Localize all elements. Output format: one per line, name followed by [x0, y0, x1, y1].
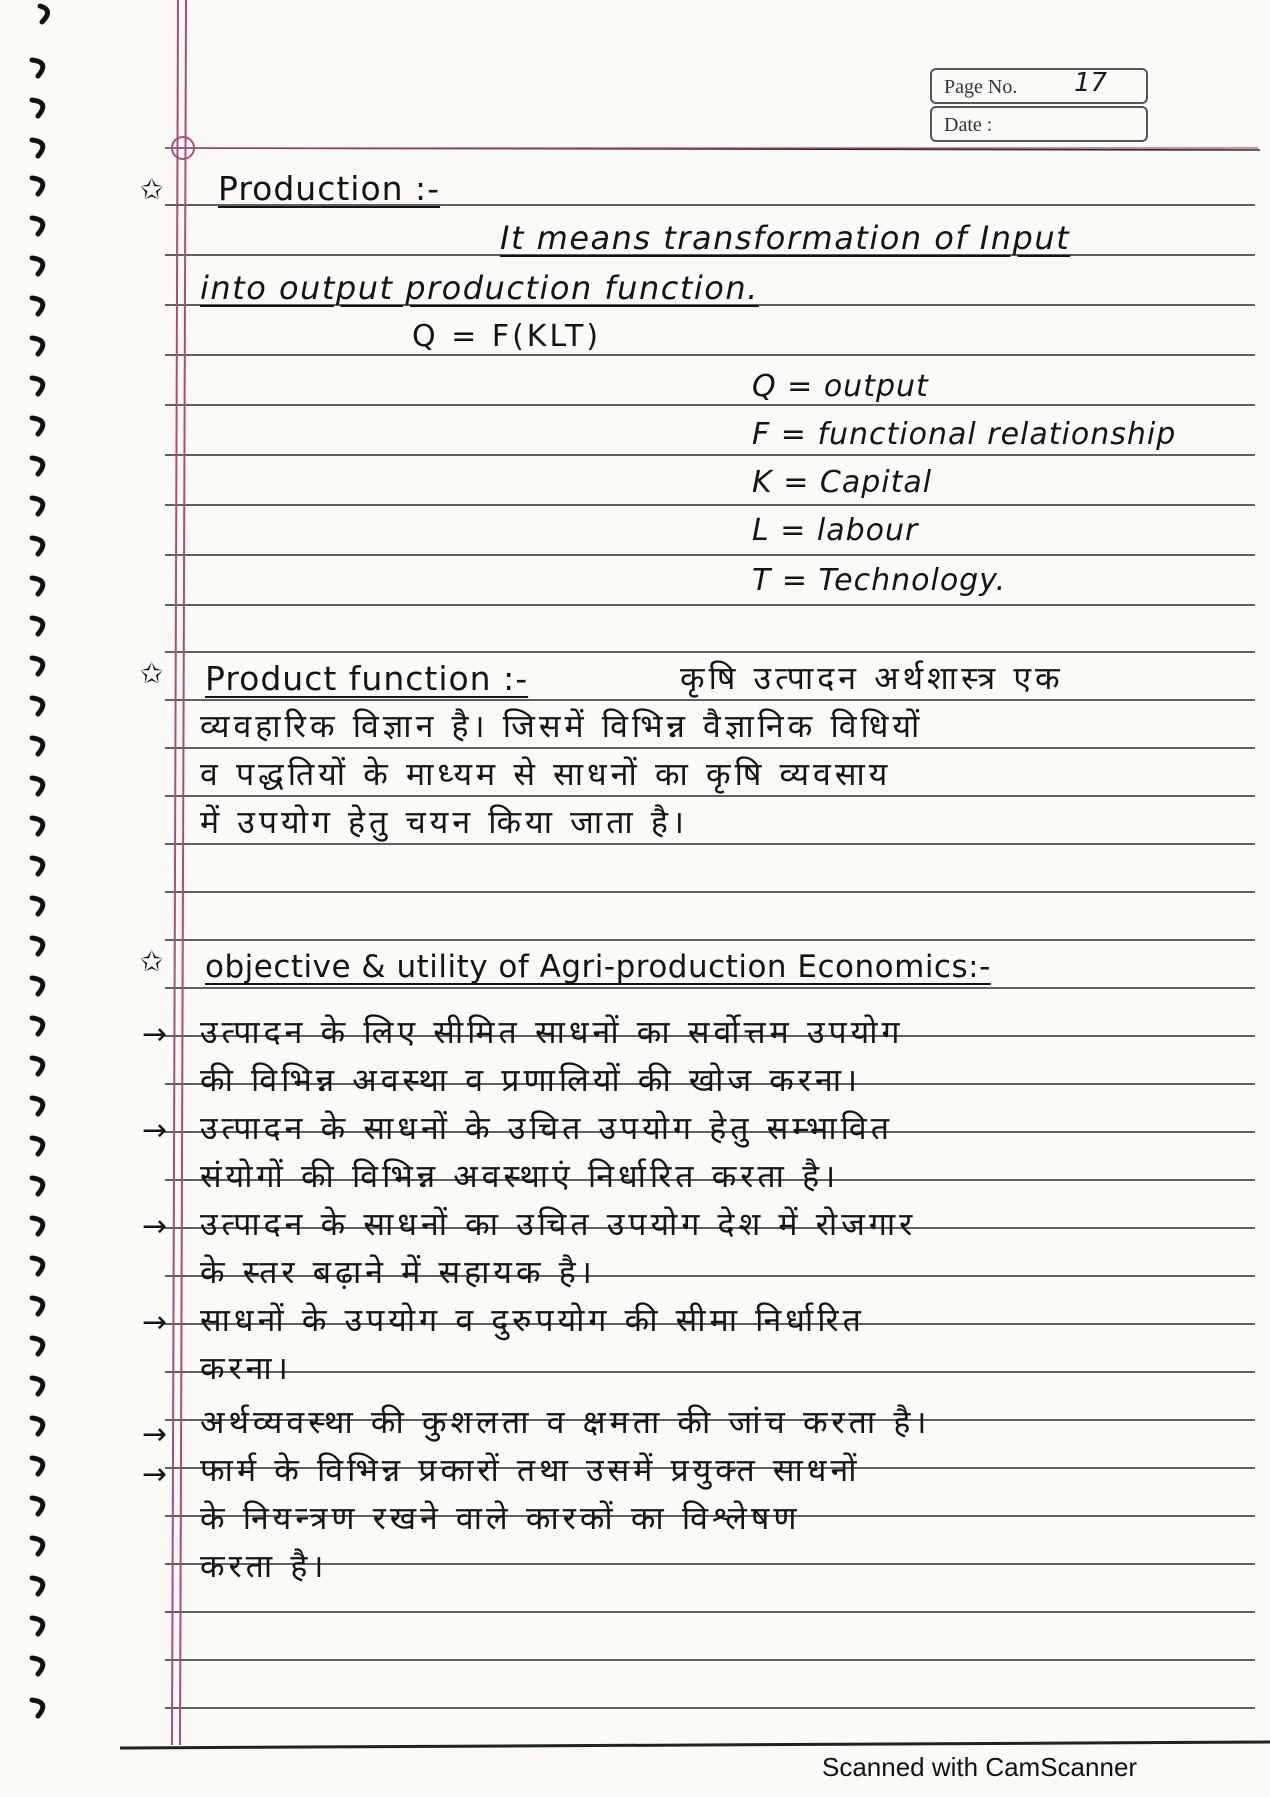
objective-line: अर्थव्यवस्था की कुशलता व क्षमता की जांच करता है। — [200, 1403, 931, 1441]
spiral-ring — [32, 1258, 43, 1274]
objective-line: उत्पादन के साधनों के उचित उपयोग हेतु सम्भावित — [200, 1109, 893, 1147]
page-bottom-edge — [120, 1742, 1270, 1748]
margin-line — [180, 0, 186, 1745]
spiral-ring — [32, 1458, 43, 1474]
legend-item: Q = output — [752, 369, 929, 404]
spiral-ring — [32, 338, 43, 354]
margin-line — [172, 0, 178, 1745]
product-function-line: कृषि उत्पादन अर्थशास्त्र एक — [680, 659, 1064, 697]
page-number-label: Page No. — [944, 76, 1018, 98]
spiral-ring — [32, 418, 43, 434]
spiral-ring — [32, 1498, 43, 1514]
legend-item: L = labour — [752, 513, 919, 548]
objective-line: करना। — [200, 1349, 292, 1387]
production-line-1: It means transformation of Input — [500, 219, 1071, 257]
product-function-line: व पद्धतियों के माध्यम से साधनों का कृषि व्यवसाय — [200, 755, 892, 793]
objective-line: उत्पादन के लिए सीमित साधनों का सर्वोत्तम उपयोग — [200, 1013, 904, 1051]
product-function-line: में उपयोग हेतु चयन किया जाता है। — [200, 803, 689, 841]
spiral-ring — [32, 1538, 43, 1554]
spiral-ring — [32, 698, 43, 714]
spiral-ring — [32, 178, 43, 194]
spiral-ring — [32, 1098, 43, 1114]
spiral-ring — [32, 1298, 43, 1314]
spiral-ring — [32, 978, 43, 994]
spiral-ring — [32, 1138, 43, 1154]
spiral-ring — [32, 1378, 43, 1394]
spiral-ring — [32, 658, 43, 674]
spiral-ring — [32, 60, 43, 76]
date-label: Date : — [944, 114, 993, 136]
spiral-ring — [32, 618, 43, 634]
arrow-bullet-icon: → — [142, 1417, 168, 1452]
spiral-ring — [32, 458, 43, 474]
production-line-2: into output production function. — [200, 269, 759, 307]
spiral-ring — [32, 258, 43, 274]
camscanner-watermark: Scanned with CamScanner — [822, 1752, 1138, 1782]
arrow-bullet-icon: → — [142, 1113, 168, 1148]
spiral-binding — [0, 0, 60, 1797]
spiral-ring — [32, 218, 43, 234]
spiral-ring — [40, 6, 48, 22]
spiral-ring — [32, 1578, 43, 1594]
star-bullet-icon: ✩ — [140, 173, 164, 206]
production-formula: Q = F(KLT) — [412, 319, 602, 354]
spiral-ring — [32, 1418, 43, 1434]
product-function-line: व्यवहारिक विज्ञान है। जिसमें विभिन्न वैज्ञानिक विधियों — [200, 707, 924, 745]
spiral-ring — [32, 100, 43, 116]
spiral-ring — [32, 1018, 43, 1034]
spiral-ring — [32, 1178, 43, 1194]
spiral-ring — [32, 498, 43, 514]
arrow-bullet-icon: → — [142, 1305, 168, 1340]
spiral-ring — [32, 578, 43, 594]
date-box — [930, 106, 1148, 142]
spiral-ring — [32, 858, 43, 874]
arrow-bullet-icon: → — [142, 1209, 168, 1244]
star-bullet-icon: ✩ — [140, 657, 164, 690]
spiral-ring — [32, 1058, 43, 1074]
spiral-ring — [32, 538, 43, 554]
objective-line: के नियन्त्रण रखने वाले कारकों का विश्लेषण — [200, 1499, 801, 1537]
page-number-value: 17 — [1074, 68, 1108, 98]
legend-item: K = Capital — [752, 465, 933, 500]
legend-item: F = functional relationship — [752, 417, 1177, 452]
spiral-ring — [32, 378, 43, 394]
spiral-ring — [32, 938, 43, 954]
spiral-ring — [32, 1218, 43, 1234]
objective-line: के स्तर बढ़ाने में सहायक है। — [200, 1253, 596, 1291]
objective-line: साधनों के उपयोग व दुरुपयोग की सीमा निर्धारित — [200, 1301, 865, 1339]
star-bullet-icon: ✩ — [140, 945, 164, 978]
spiral-ring — [32, 298, 43, 314]
spiral-ring — [32, 898, 43, 914]
arrow-bullet-icon: → — [142, 1017, 168, 1052]
spiral-ring — [32, 818, 43, 834]
legend-item: T = Technology. — [752, 563, 1007, 598]
objective-line: उत्पादन के साधनों का उचित उपयोग देश में रोजगार — [200, 1205, 917, 1243]
objective-heading: objective & utility of Agri-production Economics:- — [205, 949, 991, 985]
objective-line: फार्म के विभिन्न प्रकारों तथा उसमें प्रयुक्त साधनों — [200, 1451, 861, 1489]
spiral-ring — [32, 1618, 43, 1634]
page-number-box — [930, 68, 1148, 104]
production-heading: Production :- — [218, 169, 441, 208]
spiral-ring — [32, 1658, 43, 1674]
spiral-ring — [32, 1700, 43, 1716]
arrow-bullet-icon: → — [142, 1457, 168, 1492]
spiral-ring — [32, 778, 43, 794]
spiral-ring — [32, 1338, 43, 1354]
objective-line: करता है। — [200, 1547, 328, 1585]
spiral-ring — [32, 738, 43, 754]
objective-line: संयोगों की विभिन्न अवस्थाएं निर्धारित करता है। — [200, 1157, 840, 1195]
objective-line: की विभिन्न अवस्था व प्रणालियों की खोज करना। — [200, 1061, 862, 1099]
spiral-ring — [32, 140, 43, 156]
product-function-heading: Product function :- — [205, 659, 529, 698]
